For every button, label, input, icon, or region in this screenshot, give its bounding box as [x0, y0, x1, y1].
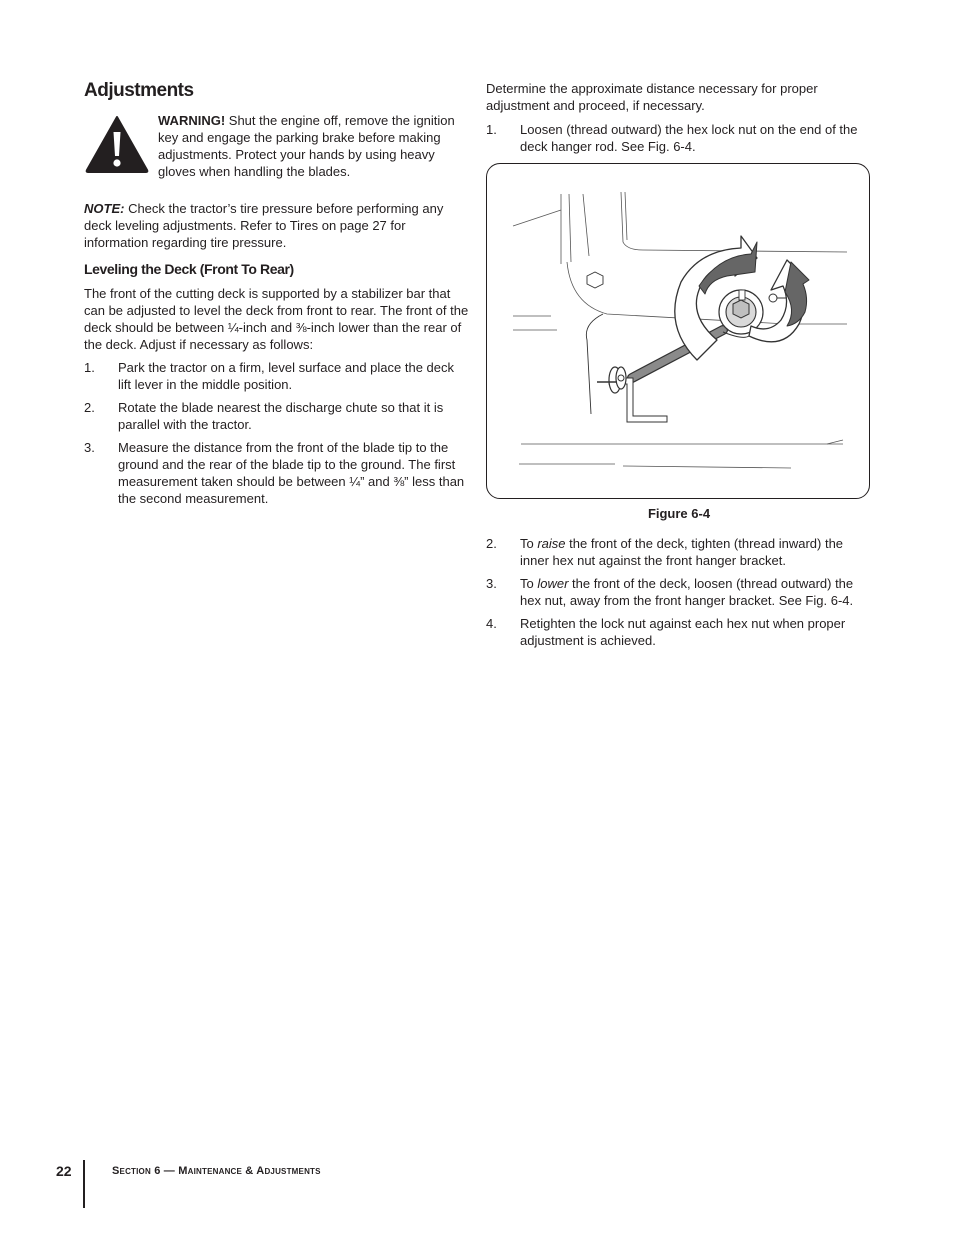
- body-paragraph: The front of the cutting deck is supported by a stabilizer bar that can be adjusted to level the deck from front to rear. The front of the deck should be between ¼-inch and ⅜-inch lower than the rear of the deck. Adjust if necessary as follows:: [84, 286, 469, 352]
- warning-triangle-icon: [84, 114, 150, 174]
- figure-caption: Figure 6-4: [647, 506, 711, 521]
- right-steps-list-after: [486, 535, 872, 649]
- step-text-pre: To: [520, 536, 538, 551]
- intro-paragraph: Determine the approximate distance necessary for proper adjustment and proceed, if necessary.: [486, 81, 818, 113]
- step-number: 2.: [486, 536, 497, 551]
- list-item: [486, 121, 872, 155]
- left-steps-list: [84, 359, 470, 507]
- note-label: NOTE:: [84, 201, 125, 216]
- page-heading: Adjustments: [84, 80, 194, 101]
- right-column: [486, 80, 872, 655]
- note-body: Check the tractor’s tire pressure before performing any deck leveling adjustments. Refer to Tires on page 27 for information regarding tire pressure.: [84, 201, 444, 250]
- deck-hanger-illustration: [487, 164, 869, 498]
- footer-divider: [83, 1160, 85, 1208]
- step-text-post: the front of the deck, loosen (thread outward) the hex nut, away from the front hanger bracket. See Fig. 6-4.: [520, 576, 854, 608]
- list-item: [486, 615, 872, 649]
- step-text-post: the front of the deck, tighten (thread inward) the inner hex nut against the front hanger bracket.: [520, 536, 844, 568]
- step-text: Loosen (thread outward) the hex lock nut on the end of the deck hanger rod. See Fig. 6-4.: [520, 122, 858, 154]
- footer-section-title: Section 6 — Maintenance & Adjustments: [112, 1165, 321, 1177]
- step-text: Retighten the lock nut against each hex nut when proper adjustment is achieved.: [520, 616, 846, 648]
- warning-body: Shut the engine off, remove the ignition key and engage the parking brake before making adjustments. Protect your hands by using heavy gloves when handling the blades.: [158, 113, 455, 179]
- list-item: [486, 575, 872, 609]
- warning-label: WARNING!: [158, 113, 226, 128]
- warning-text: [158, 112, 468, 180]
- step-text: Rotate the blade nearest the discharge chute so that it is parallel with the tractor.: [118, 400, 444, 432]
- step-text-emphasis: raise: [537, 536, 566, 551]
- list-item: [486, 535, 872, 569]
- step-number: 3.: [84, 440, 95, 455]
- step-text: Park the tractor on a firm, level surface and place the deck lift lever in the middle position.: [118, 360, 455, 392]
- step-number: 3.: [486, 576, 497, 591]
- warning-block: [84, 112, 470, 188]
- step-number: 4.: [486, 616, 497, 631]
- figure-6-4: [486, 163, 870, 499]
- step-text-pre: To: [520, 576, 538, 591]
- step-text-emphasis: lower: [537, 576, 569, 591]
- note-paragraph: [84, 200, 470, 251]
- section-subheading: Leveling the Deck (Front To Rear): [84, 261, 294, 277]
- list-item: [84, 439, 470, 507]
- step-number: 2.: [84, 400, 95, 415]
- step-number: 1.: [84, 360, 95, 375]
- step-text: Measure the distance from the front of the blade tip to the ground and the rear of the blade tip to the ground. The first measurement taken should be between ¼” and ⅜” less than the second measurement.: [118, 440, 465, 506]
- right-steps-list-before: [486, 121, 872, 155]
- list-item: [84, 399, 470, 433]
- list-item: [84, 359, 470, 393]
- page-number: 22: [56, 1163, 72, 1179]
- step-number: 1.: [486, 122, 497, 137]
- left-column: [84, 80, 470, 513]
